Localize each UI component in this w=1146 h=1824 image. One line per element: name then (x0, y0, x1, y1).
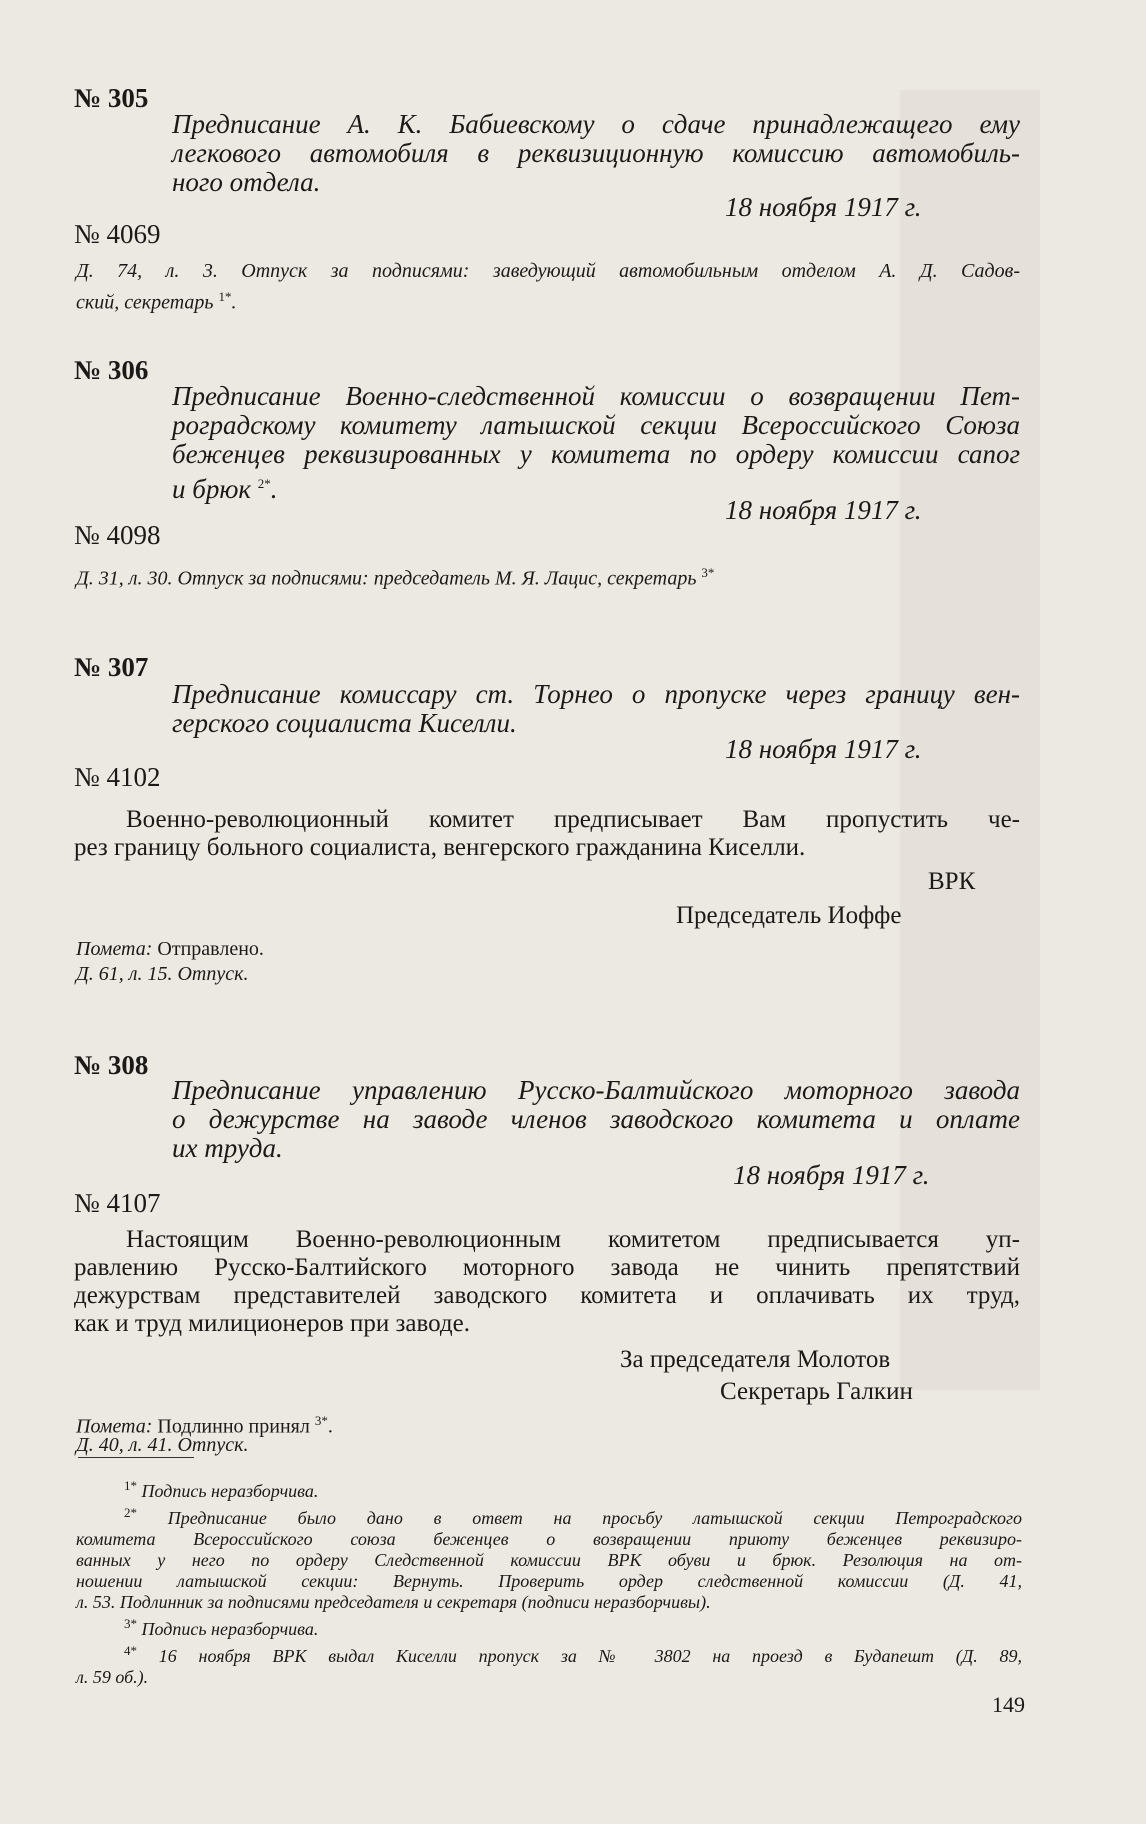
footnote-item: $^{1*}$ Подпись неразборчива. (124, 1478, 319, 1501)
doc-ref-number: № 4098 (74, 520, 161, 550)
doc-source: Д. 74, л. 3. Отпуск за подписями: заведующий автомобильным отделом А. Д. Садов- ский, секретарь $^{1*}$. (76, 260, 1020, 314)
doc-note: Помета: Подлинно принял $^{3*}$. (76, 1413, 333, 1438)
doc-ref-number: № 4102 (74, 762, 161, 792)
doc-number: № 305 (74, 83, 149, 113)
doc-date: 18 ноября 1917 г. (725, 734, 922, 764)
doc-title: Предписание А. К. Бабиевскому о сдаче принадлежащего ему легкового автомобиля в реквизиционную комиссию автомобиль- ного отдела. (172, 109, 1020, 197)
doc-number: № 307 (74, 652, 149, 682)
doc-body: Военно-революционный комитет предписывает Вам пропустить че- рез границу больного социалиста, венгерского гражданина Киселли. (74, 806, 1020, 861)
footnotes (76, 1475, 1022, 1688)
footnote-item: $^{4*}$ 16 ноября ВРК выдал Киселли пропуск за № 3802 на проезд в Будапешт (Д. 89, л. 59 об.). (76, 1643, 1023, 1687)
doc-note: Помета: Отправлено. (76, 938, 264, 960)
doc-title: Предписание управлению Русско-Балтийского моторного завода о дежурстве на заводе членов заводского комитета и оплате их труда. (172, 1075, 1020, 1163)
signature-chair: За председателя Молотов (620, 1346, 891, 1373)
doc-number: № 308 (74, 1050, 149, 1080)
doc-ref-number: № 4069 (74, 219, 161, 249)
doc-date: 18 ноября 1917 г. (733, 1160, 930, 1190)
footnote-item: $^{2*}$ Предписание было дано в ответ на просьбу латышской секции Петроградского комитета Всероссийского союза беженцев о возвращении приюту беженцев реквизиро- ванных у него по ордеру Следственной комиссии ВРК обуви и брюк. Резолюция на от- ношении латышской секции: Вернуть. Проверить ордер следственной комиссии (Д. 41, л. 53. Подлинник за подписями председателя и секретаря (подписи неразборчивы). (76, 1505, 1022, 1612)
page-number: 149 (992, 1692, 1025, 1717)
footnote-item: $^{3*}$ Подпись неразборчива. (124, 1616, 319, 1639)
doc-source: Д. 61, л. 15. Отпуск. (76, 963, 249, 985)
signature-secretary: Секретарь Галкин (720, 1378, 913, 1405)
doc-date: 18 ноября 1917 г. (725, 192, 922, 222)
doc-body: Настоящим Военно-революционным комитетом предписывается уп- равлению Русско-Балтийского моторного завода не чинить препятствий дежурствам представителей заводского комитета и оплачивать их труд, как и труд милиционеров при заводе. (74, 1226, 1020, 1337)
doc-date: 18 ноября 1917 г. (725, 495, 922, 525)
signature-org: ВРК (928, 868, 976, 895)
footnote-divider (78, 1457, 194, 1458)
doc-title: Предписание комиссару ст. Торнео о пропуске через границу вен- герского социалиста Киселли. (172, 679, 1020, 738)
doc-source: Д. 31, л. 30. Отпуск за подписями: председатель М. Я. Лацис, секретарь $^{3*}$ (76, 565, 715, 590)
signature-name: Председатель Иоффе (676, 902, 902, 929)
doc-title: Предписание Военно-следственной комиссии о возвращении Пет- роградскому комитету латышской секции Всероссийского Союза беженцев реквизированных у комитета по ордеру комиссии сапог и брюк $^{2*}$. (172, 381, 1020, 504)
doc-source: Д. 40, л. 41. Отпуск. (76, 1434, 249, 1456)
doc-number: № 306 (74, 355, 149, 385)
doc-ref-number: № 4107 (74, 1188, 161, 1218)
